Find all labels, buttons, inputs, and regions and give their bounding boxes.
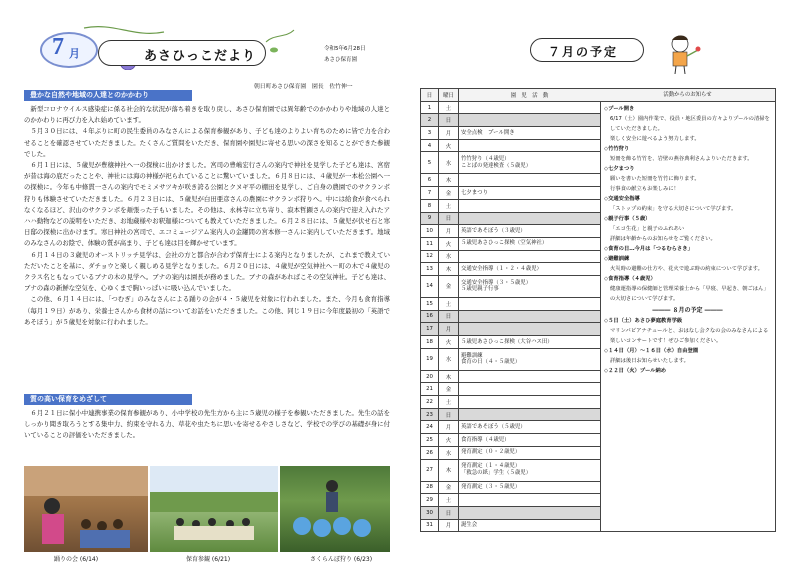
calendar-activity-cell — [459, 114, 601, 127]
calendar-day-number-cell: 18 — [421, 336, 439, 349]
calendar-activity-cell: ５歳児あさひっこ探検（空気神社） — [459, 237, 601, 250]
calendar-activity-cell: ５歳児あさひっこ探検（大谷ハス田） — [459, 336, 601, 349]
calendar-row — [421, 127, 601, 140]
paragraph: ６月１日には、５歳児が豊穣神社へ一の探検に出かけました。宮司の豊嶋宏行さんの案内で神社を見学した子ども達は、宮宿が昔は海の底だったことや、神社には海の神様が祀られていることに驚いていました。６月８日には、４歳児が一本松公園へ一の探検に。今年も中條貫一さんの案内でモミメサツキが咲き誇る公園とクヌギ平の棚田を見学し、ご自身の農園でのサクランボ狩りも体験させていただきました。６月２３日には、５歳児が白田亜彦さんの農園にサクランボ狩りへ。中には給食が食べられなくなるほど、沢山のサクランボを頬張った子もいました。その他は、永林寺に立ち寄り、寂本哲顕さんの案内で迎え入れたアハハ動物などの説明をいただき、お地蔵様やお釈迦様についても教えていただきました。６月２８日には、５歳児が伏せ石と寒日邸の探検に出かけます。寒日神社の宮司で、エコミュージアム案内人の金罐間の宮本修一さんに案内していただきます。地域のみなさんのお陰で、体験の質が高まり、子ども達は目を輝かせています。 — [24, 161, 390, 248]
calendar-day-number-cell: 12 — [421, 250, 439, 263]
calendar-activity-cell: 七夕まつり — [459, 187, 601, 200]
calendar-activity-cell: 発育測定（１・４歳児） 「救急の紙」学生（５歳児） — [459, 459, 601, 481]
calendar-weekday-cell: 金 — [439, 187, 459, 200]
calendar-day-number-cell: 27 — [421, 459, 439, 481]
calendar-row — [421, 396, 601, 409]
calendar-row — [421, 506, 601, 519]
calendar-weekday-cell: 木 — [439, 370, 459, 383]
calendar-activity-cell: 英語であそぼう（５歳児） — [459, 421, 601, 434]
calendar-weekday-cell: 日 — [439, 114, 459, 127]
calendar-row — [421, 519, 601, 532]
newsletter-title: あさひっこだより — [144, 49, 257, 64]
calendar-row — [421, 421, 601, 434]
calendar-day-number-cell: 22 — [421, 396, 439, 409]
calendar-activity-cell — [459, 297, 601, 310]
calendar-day-number-cell: 28 — [421, 481, 439, 494]
calendar-day-number-cell: 29 — [421, 494, 439, 507]
calendar-day-number-cell: 15 — [421, 297, 439, 310]
calendar-day-number-cell: 17 — [421, 323, 439, 336]
calendar-activity-cell: 交通安全指導（１・２・４歳児） — [459, 263, 601, 276]
calendar-day-number-cell: 5 — [421, 152, 439, 174]
publisher-line: 朝日町あさひ保育園 園長 佐竹伸一 — [254, 84, 353, 90]
calendar-row — [421, 323, 601, 336]
section-body-nature — [24, 104, 390, 328]
calendar-row — [421, 408, 601, 421]
calendar-weekday-cell: 金 — [439, 481, 459, 494]
paragraph: この他、６月１４日には、「つむぎ」のみなさんによる踊りの会が４・５歳児を対象に行われました。また、今月も食育指導（毎月１９日）があり、栄養士さんから食材の話についてお話をいただきました。この他、同じ１９日に今年度最初の「英語であそぼう」が５歳児を対象に行われました。 — [24, 295, 390, 326]
calendar-weekday-cell: 火 — [439, 434, 459, 447]
column-header-activity: 園 児 活 動 — [459, 89, 601, 102]
child-illustration — [656, 30, 702, 76]
calendar-activity-cell: 英語であそぼう（３歳児） — [459, 225, 601, 238]
cherry-picking-photo — [280, 466, 390, 552]
calendar-row — [421, 212, 601, 225]
calendar-activity-cell — [459, 310, 601, 323]
calendar-row — [421, 152, 601, 174]
calendar-activity-cell — [459, 494, 601, 507]
calendar-row — [421, 370, 601, 383]
calendar-weekday-cell: 木 — [439, 174, 459, 187]
note-title: ◇交通安全指導 — [604, 195, 640, 202]
calendar-row — [421, 434, 601, 447]
note-title: ◇竹竹狩り — [604, 145, 630, 152]
note-line: 火災時の避難の仕方や、花火で遊ぶ時の約束について学びます。 — [610, 265, 763, 272]
section-heading-nature: 豊かな自然や地域の人達とのかかわり — [24, 90, 192, 101]
issue-date: 令和5年6月28日 — [324, 46, 366, 52]
photo-caption: さくらんぼ狩り (6/23) — [310, 556, 373, 563]
calendar-activity-cell — [459, 506, 601, 519]
schedule-right-page — [420, 24, 776, 544]
calendar-activity-cell: 安全点検 プール開き — [459, 127, 601, 140]
calendar-row — [421, 199, 601, 212]
calendar-row — [421, 459, 601, 481]
note-line: 6/17（土）園内作業で、役員・地区委員の方々よりプールの清掃をしていただきました。 — [610, 115, 770, 132]
section-body-quality — [24, 408, 390, 442]
note-line: 短冊を飾る竹竹を、岩壁の燕谷典利さんよりいただきます。 — [610, 155, 753, 162]
calendar-day-number-cell: 14 — [421, 275, 439, 297]
calendar-day-number-cell: 30 — [421, 506, 439, 519]
calendar-weekday-cell: 水 — [439, 250, 459, 263]
calendar-activity-cell: 食育指導（４歳児） — [459, 434, 601, 447]
plan-title: ７月の予定 — [548, 45, 619, 59]
note-line: 楽しく安全に遊べるよう努力します。 — [610, 135, 700, 142]
calendar-day-number-cell: 2 — [421, 114, 439, 127]
calendar-activity-cell: 誕生会 — [459, 519, 601, 532]
calendar-day-number-cell: 20 — [421, 370, 439, 383]
column-header-day: 日 — [421, 89, 439, 102]
class-observation-photo — [150, 466, 278, 552]
note-title: ◇プール開き — [604, 105, 635, 112]
calendar-weekday-cell: 土 — [439, 396, 459, 409]
calendar-weekday-cell: 日 — [439, 212, 459, 225]
calendar-day-number-cell: 11 — [421, 237, 439, 250]
note-title: ◇七夕まつり — [604, 165, 635, 172]
calendar-weekday-cell: 月 — [439, 225, 459, 238]
calendar-row — [421, 237, 601, 250]
calendar-weekday-cell: 木 — [439, 263, 459, 276]
note-title: ◇２２日（火）プール納め — [604, 367, 667, 374]
calendar-day-number-cell: 31 — [421, 519, 439, 532]
note-title: ◇食育指導（４歳児） — [604, 275, 656, 282]
calendar-day-number-cell: 13 — [421, 263, 439, 276]
photo-caption: 保育参観 (6/21) — [186, 556, 231, 563]
calendar-activity-cell — [459, 250, 601, 263]
section-heading-quality: 質の高い保育をめざして — [24, 394, 192, 405]
calendar-row — [421, 187, 601, 200]
paragraph: ６月１４日の３歳児のオーストリッチ見学は、会社の方と都合が合わず保育士による案内となりましたが、これまで教えていただいたことを基に、ダチョウと楽しく親しめる見学となりました。６月２０日には、４歳児が空気神社へ－町の木で４歳児のクラス名ともなっているブナの木の見学へ。ブナの案内は園長が務めました。ブナの森があればこその空気神社。子ども達は、ブナの森の新鮮な空気を、心ゆくまで胸いっぱいに吸い込んでいました。 — [24, 250, 390, 293]
calendar-weekday-cell: 土 — [439, 199, 459, 212]
calendar-day-number-cell: 4 — [421, 139, 439, 152]
calendar-weekday-cell: 土 — [439, 494, 459, 507]
august-plan-heading: ――― ８月の予定 ――― — [652, 306, 723, 314]
calendar-weekday-cell: 火 — [439, 336, 459, 349]
calendar-weekday-cell: 木 — [439, 459, 459, 481]
note-title: ◇１４日（月）～１６日（水）自由登園 — [604, 347, 699, 354]
calendar-activity-cell: 発育測定（３・５歳児） — [459, 481, 601, 494]
calendar-row — [421, 250, 601, 263]
calendar-row — [421, 494, 601, 507]
activity-notes-column — [600, 88, 776, 532]
calendar-day-number-cell: 8 — [421, 199, 439, 212]
calendar-row — [421, 446, 601, 459]
calendar-day-number-cell: 16 — [421, 310, 439, 323]
calendar-activity-cell — [459, 174, 601, 187]
issuer-name: あさひ保育園 — [324, 57, 358, 63]
calendar-row — [421, 263, 601, 276]
calendar-row — [421, 481, 601, 494]
calendar-row — [421, 174, 601, 187]
calendar-day-number-cell: 9 — [421, 212, 439, 225]
july-calendar-table — [420, 88, 601, 532]
calendar-row — [421, 383, 601, 396]
note-title: ◇親子行事（５歳） — [604, 215, 651, 222]
calendar-day-number-cell: 7 — [421, 187, 439, 200]
calendar-weekday-cell: 日 — [439, 310, 459, 323]
calendar-weekday-cell: 火 — [439, 139, 459, 152]
calendar-activity-cell — [459, 370, 601, 383]
calendar-row — [421, 225, 601, 238]
calendar-activity-cell: 竹竹狩り（４歳児） ことばの発達検査（５歳児） — [459, 152, 601, 174]
calendar-weekday-cell: 水 — [439, 348, 459, 370]
calendar-weekday-cell: 月 — [439, 519, 459, 532]
note-title: ◇食育の日…今月は「つるむらさき」 — [604, 245, 693, 252]
calendar-row — [421, 336, 601, 349]
calendar-weekday-cell: 日 — [439, 408, 459, 421]
calendar-day-number-cell: 21 — [421, 383, 439, 396]
calendar-row — [421, 114, 601, 127]
calendar-activity-cell: 発育測定（０・２歳児） — [459, 446, 601, 459]
calendar-activity-cell: 避難訓練 食育の日（４・５歳児） — [459, 348, 601, 370]
calendar-row — [421, 139, 601, 152]
calendar-day-number-cell: 23 — [421, 408, 439, 421]
calendar-day-number-cell: 10 — [421, 225, 439, 238]
calendar-weekday-cell: 土 — [439, 101, 459, 114]
note-line: 願いを書いた短冊を竹竹に飾ります。 — [610, 175, 700, 182]
newsletter-left-page — [24, 24, 390, 563]
calendar-activity-cell: 交通安全指導（３・５歳児） ５歳児親子行事 — [459, 275, 601, 297]
note-line: マリンバピアナチュールと、おはなし会クなの会のみなさんによる楽しいコンサートです！ぜひご参加ください。 — [610, 327, 769, 344]
note-line: 詳細は年齢からのお知らせをご覧ください。 — [610, 235, 716, 242]
calendar-activity-cell — [459, 101, 601, 114]
calendar-day-number-cell: 26 — [421, 446, 439, 459]
calendar-weekday-cell: 水 — [439, 446, 459, 459]
note-line: 行事食の献立もお楽しみに！ — [610, 185, 679, 192]
calendar-day-number-cell: 24 — [421, 421, 439, 434]
note-line: 「ストップの約束」を守る大切さについて学びます。 — [610, 205, 737, 212]
calendar-weekday-cell: 火 — [439, 237, 459, 250]
dance-event-photo — [24, 466, 148, 552]
month-number: 7 — [52, 34, 64, 60]
calendar-activity-cell — [459, 212, 601, 225]
paragraph: ６月２１日に保小中連携事業の保育参観があり、小中学校の先生方から主に５歳児の様子を参観いただきました。先生の話をしっかり聞き取ろうとする集中力、約束を守れる力、草花や虫たちに思いを寄せるやさしさなど、学校での学びの基礎が身に付いていることの評価をいただきました。 — [24, 409, 390, 440]
note-title: ◇５日（土）あさひ夢庭教育学級 — [604, 317, 683, 324]
title-banner — [24, 24, 390, 70]
month-unit: 月 — [69, 47, 80, 60]
calendar-row — [421, 348, 601, 370]
note-title: ◇避難訓練 — [604, 255, 630, 262]
column-header-weekday: 曜日 — [439, 89, 459, 102]
calendar-day-number-cell: 6 — [421, 174, 439, 187]
calendar-weekday-cell: 土 — [439, 297, 459, 310]
note-line: 健康運指導の保健師と管理栄養士から「早寝、早起き、朝ごはん」の大切さについて学びます。 — [610, 285, 769, 302]
paragraph: 新型コロナウイルス感染症に係る社会的な状況が落ち着きを取り戻し、あさひ保育園では異年齢でのかかわりや地域の人達とのかかわりに再び力を入れ始めています。 — [24, 105, 390, 125]
calendar-weekday-cell: 水 — [439, 152, 459, 174]
calendar-day-number-cell: 19 — [421, 348, 439, 370]
calendar-weekday-cell: 金 — [439, 275, 459, 297]
calendar-weekday-cell: 日 — [439, 506, 459, 519]
note-line: 「エコ生花」と親子のふれあい — [610, 225, 685, 232]
calendar-activity-cell — [459, 396, 601, 409]
calendar-activity-cell — [459, 408, 601, 421]
calendar-day-number-cell: 1 — [421, 101, 439, 114]
photo-caption: 踊りの会 (6/14) — [54, 556, 99, 563]
calendar-row — [421, 297, 601, 310]
calendar-weekday-cell: 月 — [439, 127, 459, 140]
calendar-activity-cell — [459, 323, 601, 336]
calendar-day-number-cell: 3 — [421, 127, 439, 140]
calendar-activity-cell — [459, 139, 601, 152]
note-line: 詳細は後日お知らせいたします。 — [610, 357, 689, 364]
calendar-row — [421, 310, 601, 323]
calendar-row — [421, 275, 601, 297]
calendar-activity-cell — [459, 199, 601, 212]
calendar-activity-cell — [459, 383, 601, 396]
calendar-weekday-cell: 金 — [439, 383, 459, 396]
calendar-weekday-cell: 月 — [439, 323, 459, 336]
notes-body — [600, 102, 775, 378]
column-header-notes: 活動からのお知らせ — [600, 89, 775, 102]
calendar-row — [421, 101, 601, 114]
paragraph: ５月３０日には、４年ぶりに町の民生委員のみなさんによる保育参観があり、子ども達のよりよい育ちのために皆で力を合わせることを確認させていただきました。たくさんご質問をいただき、保育園や園児に寄せる思いの深さを知ることができた参観でした。 — [24, 127, 390, 158]
calendar-weekday-cell: 月 — [439, 421, 459, 434]
calendar-day-number-cell: 25 — [421, 434, 439, 447]
